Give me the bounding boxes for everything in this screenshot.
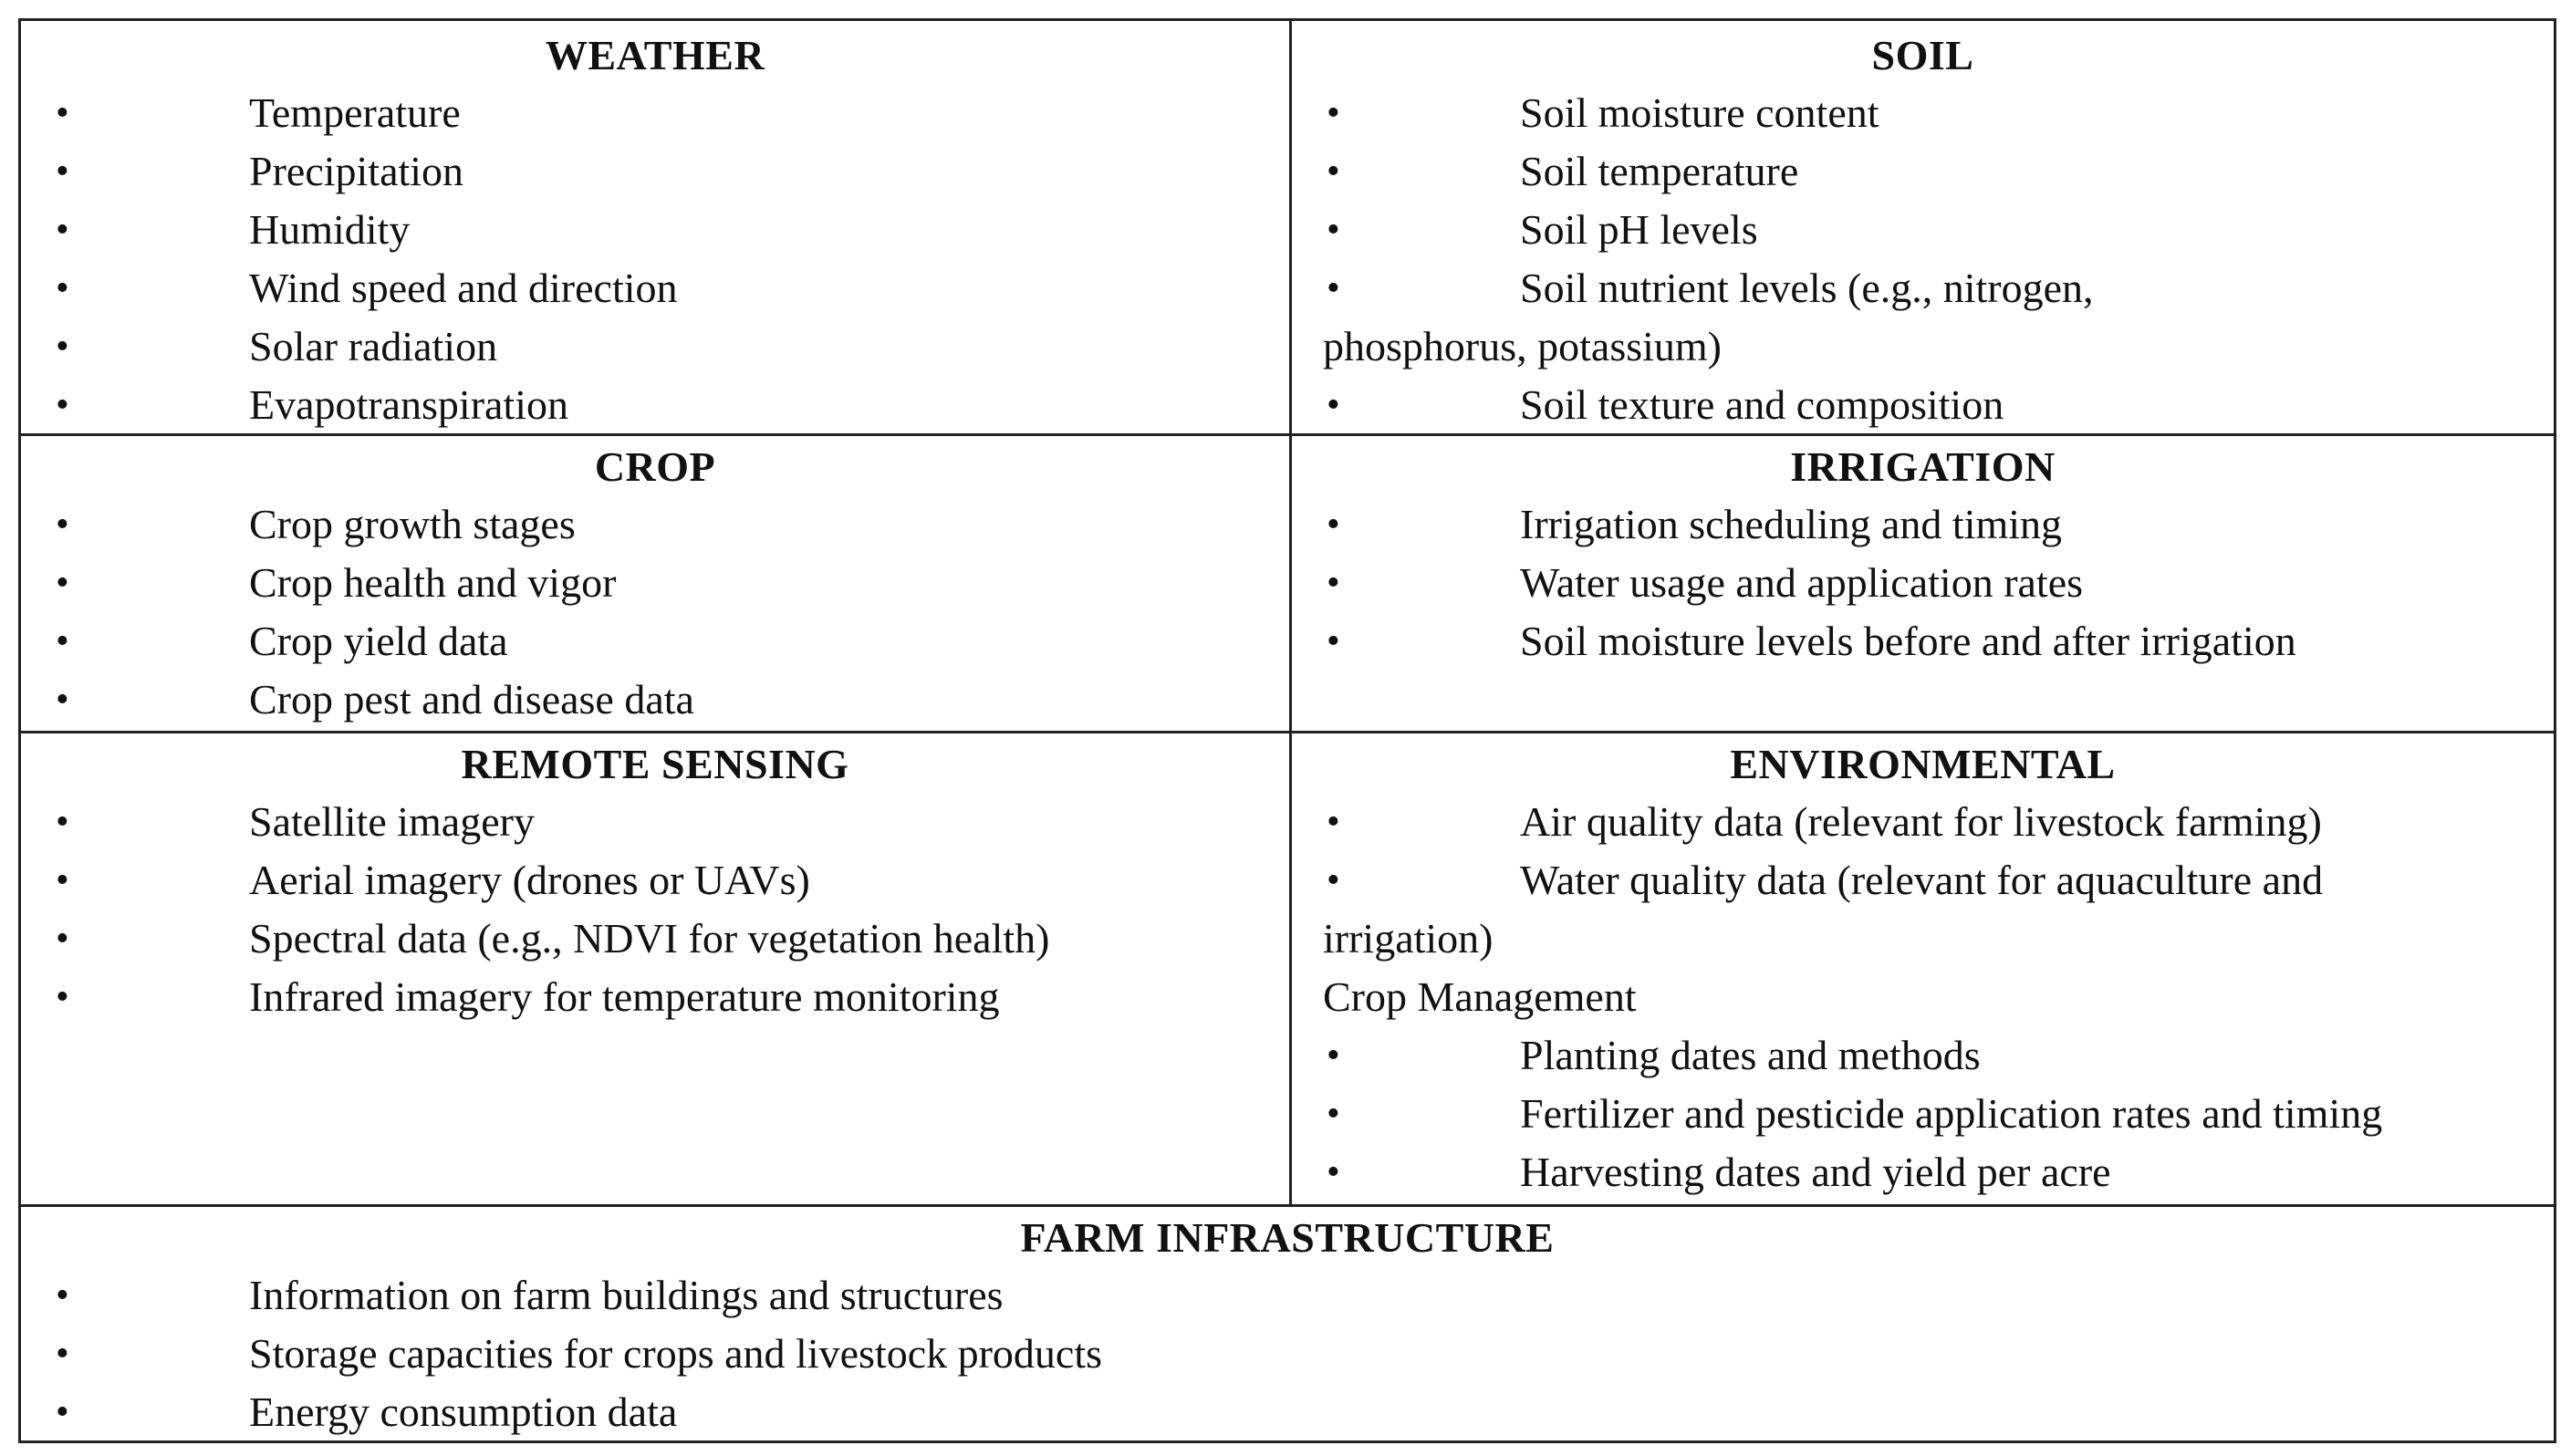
list-item-text: Crop yield data bbox=[249, 618, 508, 664]
bullet: • bbox=[56, 1333, 69, 1375]
weather-cell bbox=[21, 21, 1289, 433]
list-item-text: Air quality data (relevant for livestock farming) bbox=[1520, 798, 2322, 845]
bullet: • bbox=[56, 151, 69, 192]
list-item-text: Planting dates and methods bbox=[1520, 1032, 1981, 1078]
environmental-heading: ENVIRONMENTAL bbox=[1730, 741, 2116, 787]
list-item bbox=[21, 259, 1289, 317]
list-item bbox=[1292, 554, 2554, 612]
remote-sensing-cell bbox=[21, 733, 1289, 1204]
list-item bbox=[21, 1383, 2554, 1441]
bullet: • bbox=[56, 562, 69, 604]
bullet: • bbox=[56, 92, 69, 134]
bullet: • bbox=[1327, 92, 1340, 134]
list-item-text: Information on farm buildings and structures bbox=[249, 1272, 1004, 1318]
list-item-text: Humidity bbox=[249, 206, 411, 253]
list-item-text: Soil pH levels bbox=[1520, 206, 1758, 253]
crop-management-subheading: Crop Management bbox=[1323, 973, 1637, 1020]
bullet: • bbox=[1327, 859, 1340, 901]
bullet: • bbox=[1327, 1093, 1340, 1135]
bullet: • bbox=[56, 620, 69, 662]
list-item bbox=[21, 1266, 2554, 1325]
list-item bbox=[21, 495, 1289, 554]
list-item bbox=[21, 201, 1289, 259]
bullet: • bbox=[56, 384, 69, 426]
list-item-continuation-text: phosphorus, potassium) bbox=[1323, 323, 1722, 369]
list-item bbox=[21, 317, 1289, 376]
bullet: • bbox=[1327, 620, 1340, 662]
bullet: • bbox=[56, 504, 69, 546]
list-item-text: Fertilizer and pesticide application rates and timing bbox=[1520, 1090, 2383, 1137]
bullet: • bbox=[56, 326, 69, 368]
list-item bbox=[21, 612, 1289, 671]
list-item bbox=[1292, 851, 2554, 910]
bullet: • bbox=[56, 918, 69, 960]
bullet: • bbox=[56, 976, 69, 1018]
list-item bbox=[21, 671, 1289, 729]
bullet: • bbox=[56, 267, 69, 309]
bullet: • bbox=[56, 801, 69, 843]
list-item-text: Water usage and application rates bbox=[1520, 559, 2084, 606]
list-item bbox=[1292, 793, 2554, 851]
list-item bbox=[1292, 495, 2554, 554]
list-item-text: Wind speed and direction bbox=[249, 265, 678, 311]
bullet: • bbox=[56, 1391, 69, 1433]
bullet: • bbox=[56, 859, 69, 901]
list-item-text: Spectral data (e.g., NDVI for vegetation health) bbox=[249, 915, 1050, 962]
bullet: • bbox=[56, 679, 69, 721]
list-item bbox=[21, 968, 1289, 1026]
list-item bbox=[1292, 612, 2554, 671]
list-item-text: Temperature bbox=[249, 89, 461, 136]
bullet: • bbox=[1327, 504, 1340, 546]
list-item-continuation-text: irrigation) bbox=[1323, 915, 1494, 962]
list-item-text: Irrigation scheduling and timing bbox=[1520, 501, 2063, 547]
crop-heading: CROP bbox=[594, 443, 716, 490]
bullet: • bbox=[56, 209, 69, 251]
list-item-text: Crop growth stages bbox=[249, 501, 576, 547]
farm-infrastructure-cell bbox=[21, 1207, 2554, 1440]
list-item bbox=[21, 851, 1289, 910]
bullet: • bbox=[1327, 209, 1340, 251]
irrigation-cell bbox=[1292, 436, 2554, 731]
soil-heading: SOIL bbox=[1871, 32, 1974, 78]
environmental-cell bbox=[1292, 733, 2554, 1204]
list-item-text: Soil temperature bbox=[1520, 148, 1799, 194]
list-item bbox=[1292, 259, 2554, 317]
list-item-text: Solar radiation bbox=[249, 323, 498, 369]
list-item bbox=[21, 376, 1289, 434]
list-item bbox=[1292, 1143, 2554, 1201]
list-item-text: Evapotranspiration bbox=[249, 381, 569, 428]
weather-heading: WEATHER bbox=[545, 32, 765, 78]
list-item bbox=[21, 1325, 2554, 1383]
bullet: • bbox=[1327, 1151, 1340, 1193]
bullet: • bbox=[1327, 562, 1340, 604]
soil-cell bbox=[1292, 21, 2554, 433]
list-item bbox=[1292, 1085, 2554, 1143]
list-item bbox=[1292, 84, 2554, 142]
list-item-text: Harvesting dates and yield per acre bbox=[1520, 1149, 2111, 1195]
remote-sensing-heading: REMOTE SENSING bbox=[461, 741, 849, 787]
list-item-text: Water quality data (relevant for aquaculture and bbox=[1520, 857, 2324, 903]
list-item-text: Soil nutrient levels (e.g., nitrogen, bbox=[1520, 265, 2094, 311]
bullet: • bbox=[1327, 151, 1340, 192]
list-item bbox=[1292, 1026, 2554, 1085]
list-item-text: Soil moisture content bbox=[1520, 89, 1879, 136]
list-item bbox=[21, 142, 1289, 201]
bullet: • bbox=[1327, 801, 1340, 843]
data-categories-table bbox=[18, 18, 2556, 1443]
list-item bbox=[21, 793, 1289, 851]
list-item bbox=[1292, 376, 2554, 434]
list-item-continuation bbox=[1292, 910, 2554, 968]
list-item bbox=[21, 910, 1289, 968]
list-item-text: Energy consumption data bbox=[249, 1388, 678, 1435]
list-item-text: Soil texture and composition bbox=[1520, 381, 2004, 428]
subheading-row bbox=[1292, 968, 2554, 1026]
list-item bbox=[1292, 142, 2554, 201]
farm-infrastructure-heading: FARM INFRASTRUCTURE bbox=[1020, 1214, 1555, 1261]
list-item-text: Crop pest and disease data bbox=[249, 676, 694, 723]
bullet: • bbox=[56, 1274, 69, 1316]
list-item bbox=[21, 84, 1289, 142]
list-item-text: Storage capacities for crops and livestock products bbox=[249, 1330, 1103, 1377]
bullet: • bbox=[1327, 1035, 1340, 1076]
list-item-text: Aerial imagery (drones or UAVs) bbox=[249, 857, 810, 903]
bullet: • bbox=[1327, 384, 1340, 426]
list-item-text: Infrared imagery for temperature monitoring bbox=[249, 973, 1000, 1020]
list-item-text: Crop health and vigor bbox=[249, 559, 617, 606]
list-item-continuation bbox=[1292, 317, 2554, 376]
crop-cell bbox=[21, 436, 1289, 731]
irrigation-heading: IRRIGATION bbox=[1790, 443, 2056, 490]
list-item bbox=[21, 554, 1289, 612]
bullet: • bbox=[1327, 267, 1340, 309]
list-item bbox=[1292, 201, 2554, 259]
list-item-text: Satellite imagery bbox=[249, 798, 535, 845]
list-item-text: Soil moisture levels before and after irrigation bbox=[1520, 618, 2296, 664]
list-item-text: Precipitation bbox=[249, 148, 464, 194]
